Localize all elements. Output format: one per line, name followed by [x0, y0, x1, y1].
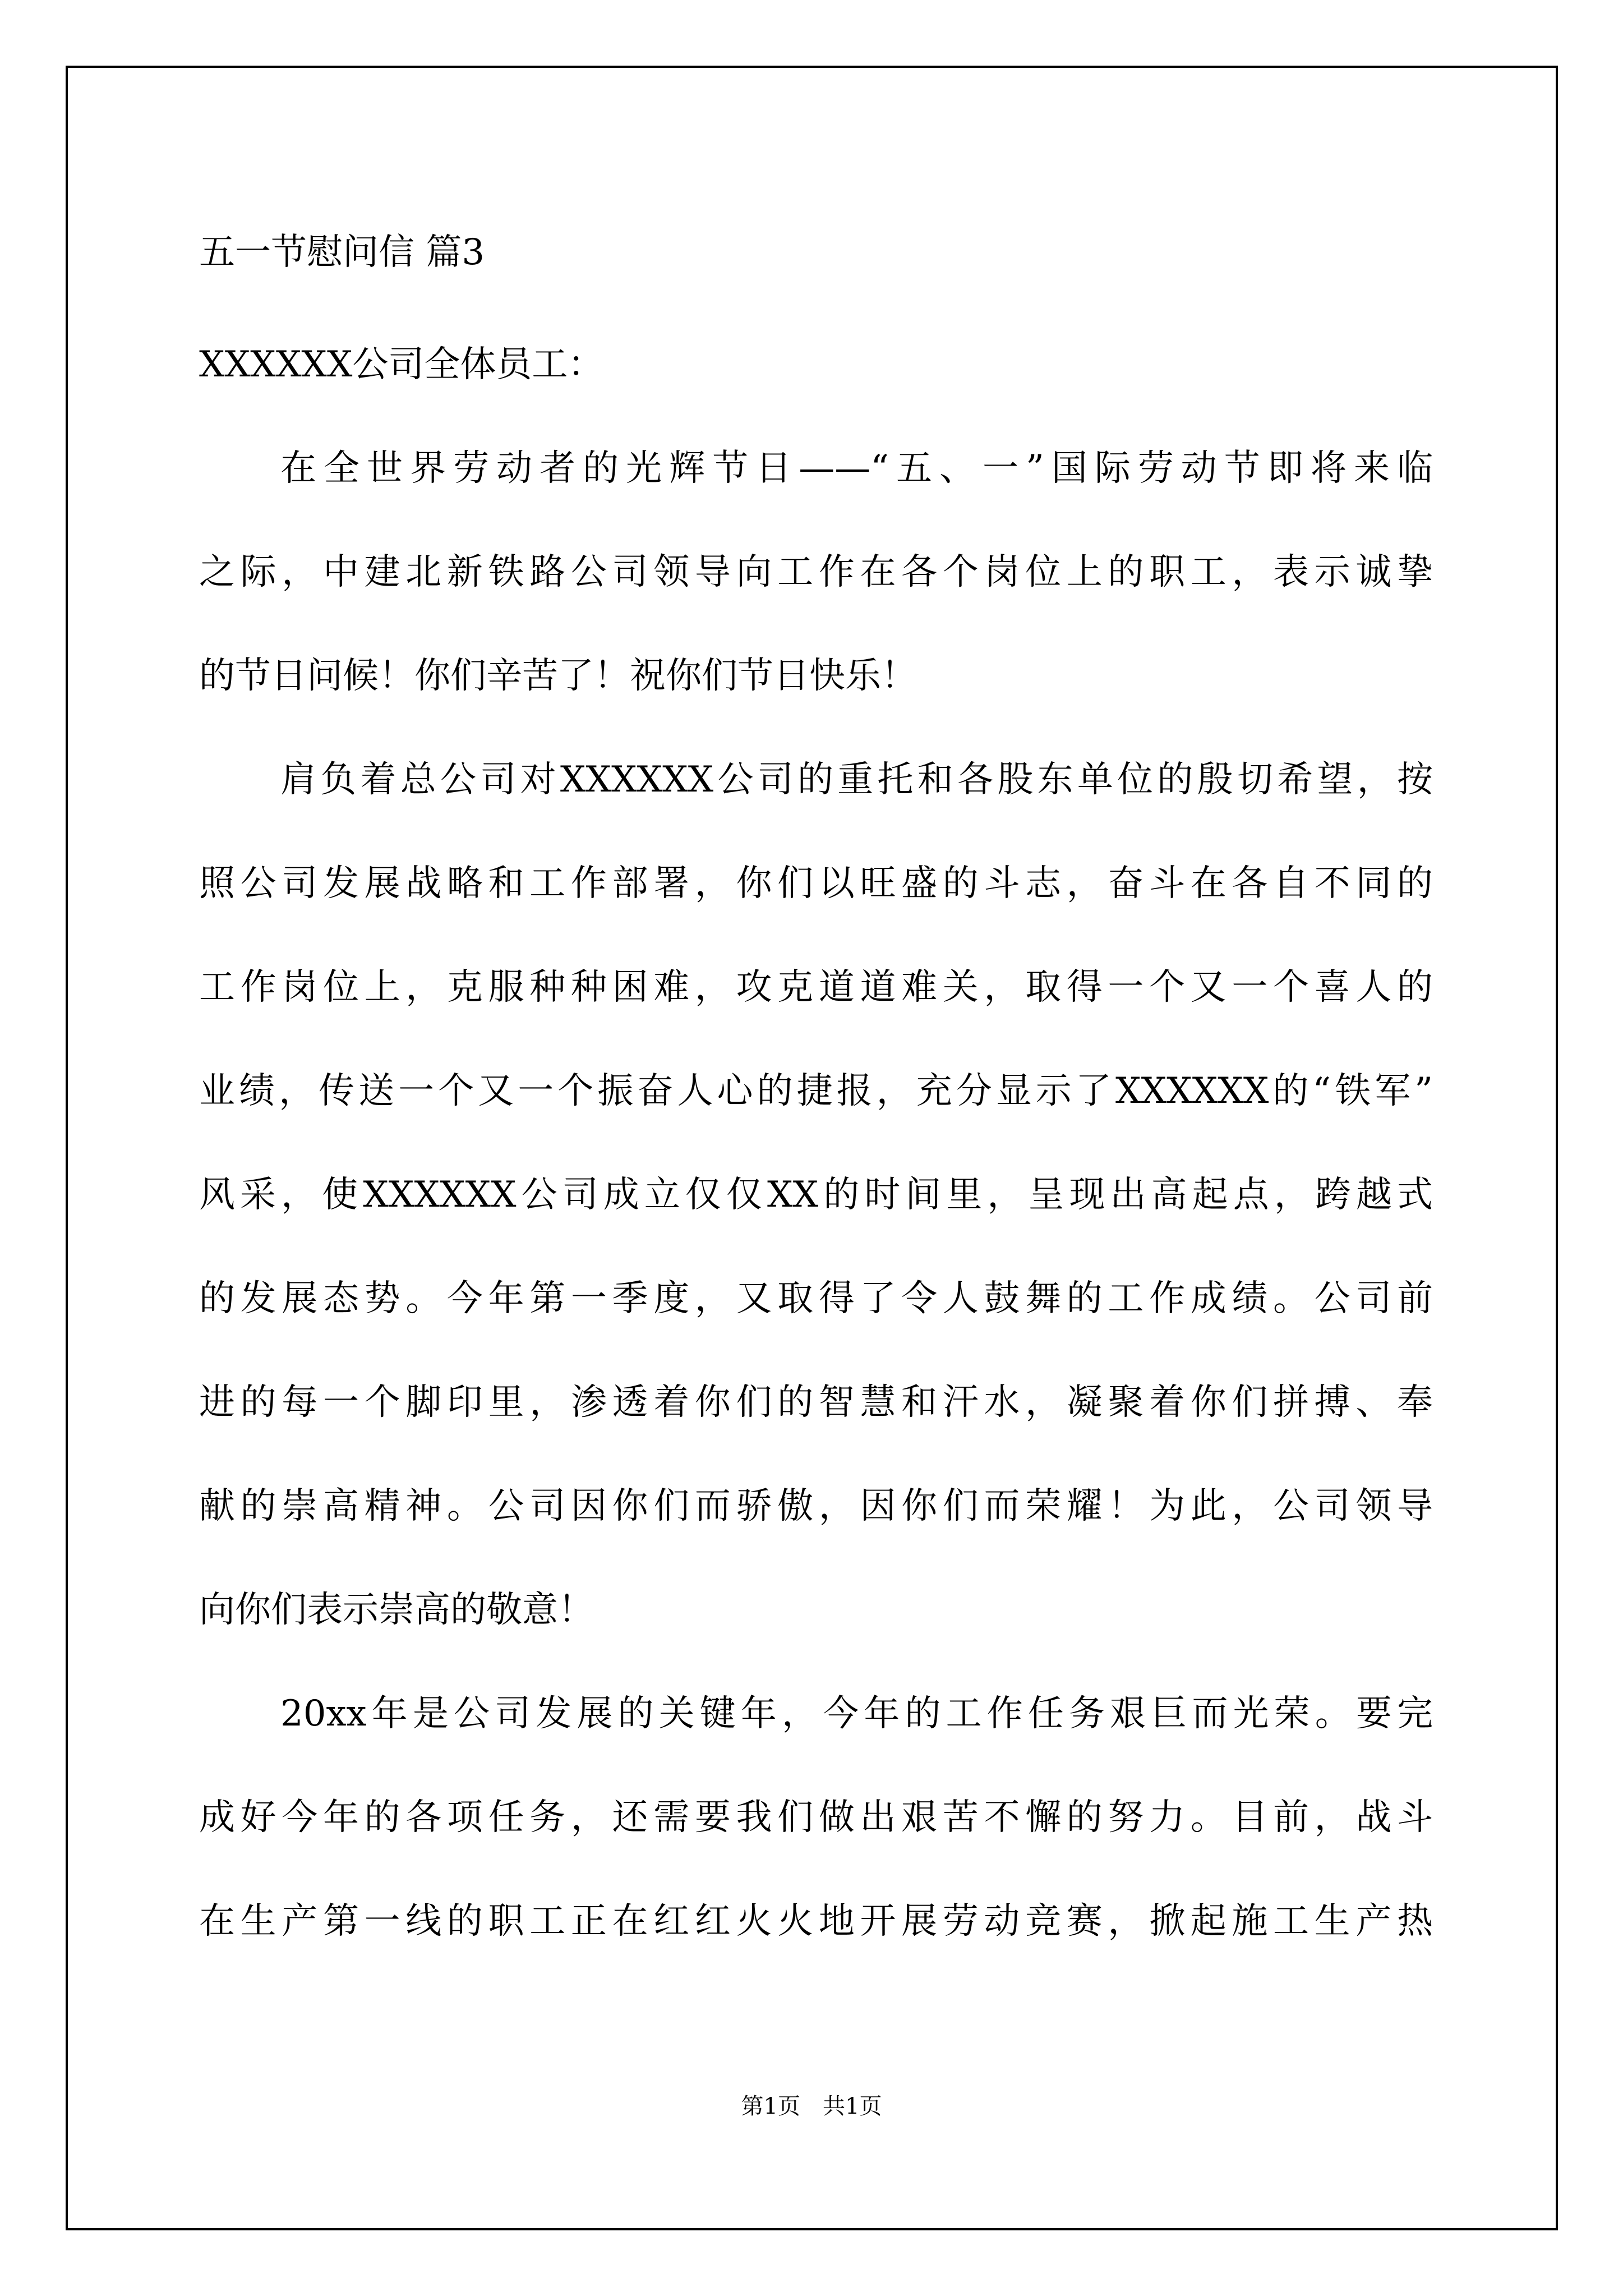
body-line: 风采，使XXXXXX公司成立仅仅XX的时间里，呈现出高起点，跨越式 — [199, 1174, 1433, 1216]
document-title: 五一节慰问信 篇3 — [199, 232, 485, 273]
body-line: 进的每一个脚印里，渗透着你们的智慧和汗水，凝聚着你们拼搏、奉 — [199, 1382, 1433, 1423]
body-line: 20xx年是公司发展的关键年，今年的工作任务艰巨而光荣。要完 — [280, 1693, 1433, 1734]
page-footer: 第1页 共1页 — [741, 2093, 882, 2119]
body-line: 的节日问候！你们辛苦了！祝你们节日快乐！ — [199, 655, 917, 697]
salutation: XXXXXX公司全体员工： — [199, 344, 604, 385]
body-line: 献的崇高精神。公司因你们而骄傲，因你们而荣耀！为此，公司领导 — [199, 1485, 1433, 1527]
body-line: 向你们表示崇高的敬意！ — [199, 1589, 594, 1631]
body-line: 照公司发展战略和工作部署，你们以旺盛的斗志，奋斗在各自不同的 — [199, 863, 1433, 904]
body-line: 在生产第一线的职工正在红红火火地开展劳动竞赛，掀起施工生产热 — [199, 1901, 1433, 1942]
body-line: 业绩，传送一个又一个振奋人心的捷报，充分显示了XXXXXX的“铁军” — [199, 1070, 1433, 1112]
body-line: 肩负着总公司对XXXXXX公司的重托和各股东单位的殷切希望，按 — [280, 759, 1433, 800]
body-line: 的发展态势。今年第一季度，又取得了令人鼓舞的工作成绩。公司前 — [199, 1278, 1433, 1319]
body-line: 工作岗位上，克服种种困难，攻克道道难关，取得一个又一个喜人的 — [199, 967, 1433, 1008]
body-line: 成好今年的各项任务，还需要我们做出艰苦不懈的努力。目前，战斗 — [199, 1797, 1433, 1838]
body-line: 在全世界劳动者的光辉节日——“五、一”国际劳动节即将来临 — [280, 448, 1433, 489]
body-line: 之际，中建北新铁路公司领导向工作在各个岗位上的职工，表示诚挚 — [199, 551, 1433, 593]
